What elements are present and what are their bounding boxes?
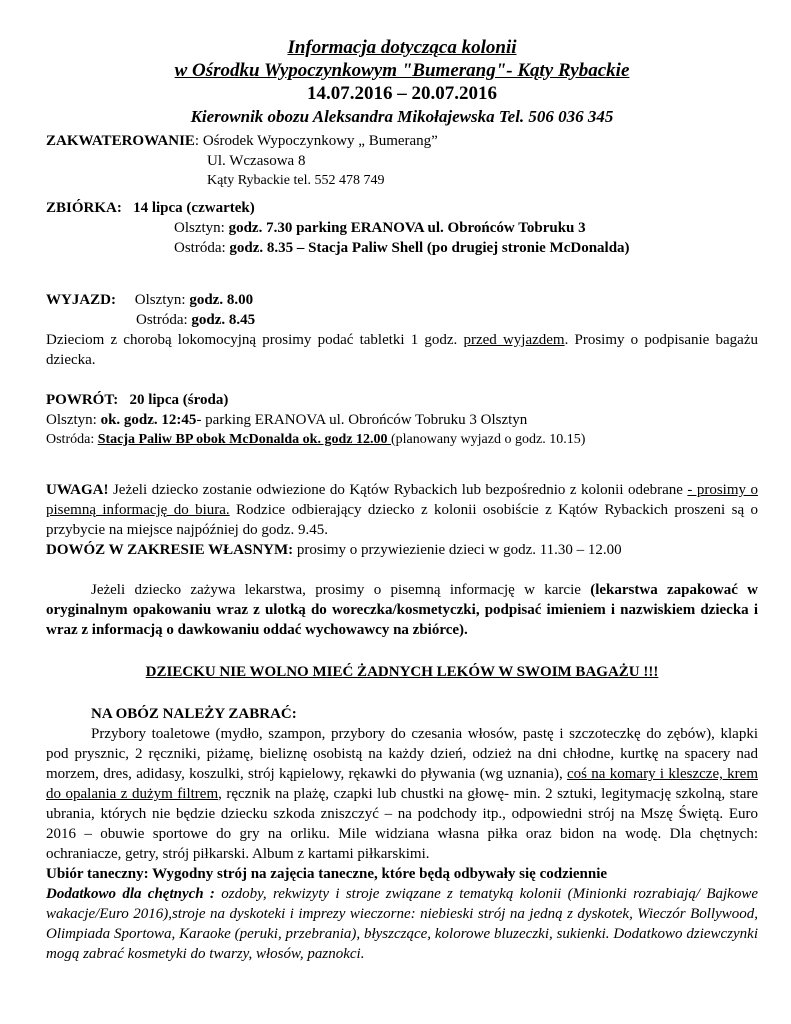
- document-title: Informacja dotycząca kolonii: [287, 37, 517, 58]
- departure-note: Dzieciom z chorobą lokomocyjną prosimy podać tabletki 1 godz. przed wyjazdem. Prosimy o podpisanie bagażu dziecka.: [46, 332, 758, 368]
- return-olsztyn: Olsztyn: ok. godz. 12:45- parking ERANOVA ul. Obrońców Tobruku 3 Olsztyn: [46, 412, 528, 428]
- medicine-paragraph: Jeżeli dziecko zażywa lekarstwa, prosimy o pisemną informację w karcie (lekarstwa zapakować w oryginalnym opakowaniu wraz z ulotką do woreczka/kosmetyczki, podpisać imieniem i nazwiskiem dziecka i wraz z informacją o dawkowaniu oddać wychowawcy na zbiórce).: [46, 582, 758, 638]
- medicine-ban: DZIECKU NIE WOLNO MIEĆ ŻADNYCH LEKÓW W SWOIM BAGAŻU !!!: [145, 664, 659, 680]
- document-subtitle: w Ośrodku Wypoczynkowym "Bumerang"- Kąty Rybackie: [174, 60, 630, 81]
- return-ostroda: Ostróda: Stacja Paliw BP obok McDonalda ok. godz 12.00 (planowany wyjazd o godz. 10.15): [46, 432, 586, 447]
- warning-label: UWAGA!: [46, 482, 109, 498]
- camp-leader: Kierownik obozu Aleksandra Mikołajewska Tel. 506 036 345: [190, 107, 614, 126]
- accommodation-city-phone: Kąty Rybackie tel. 552 478 749: [207, 173, 385, 188]
- gathering-label: ZBIÓRKA:: [46, 200, 122, 216]
- return-line: POWRÓT: 20 lipca (środa): [46, 392, 229, 408]
- accommodation-street: Ul. Wczasowa 8: [207, 153, 306, 169]
- packing-heading: NA OBÓZ NALEŻY ZABRAĆ:: [91, 706, 297, 722]
- document-page: [46, 36, 758, 964]
- accommodation-line: ZAKWATEROWANIE: Ośrodek Wypoczynkowy „ Bumerang”: [46, 133, 438, 149]
- departure-ostroda: Ostróda: godz. 8.45: [136, 312, 256, 328]
- extra-items: Dodatkowo dla chętnych : ozdoby, rekwizyty i stroje związane z tematyką kolonii (Minionki rozrabiają/ Bajkowe wakacje/Euro 2016),stroje na dyskoteki i imprezy wieczorne: niebieski strój na jedną z dyskotek, Wieczór Bollywood, Olimpiada Sportowa, Karaoke (peruki, przebrania), błyszczące, kolorowe bluzeczki, sukienki. Dodatkowo dziewczynki mogą zabrać kosmetyki do twarzy, włosów, paznokci.: [46, 886, 758, 962]
- gathering-ostroda: Ostróda: godz. 8.35 – Stacja Paliw Shell (po drugiej stronie McDonalda): [174, 240, 630, 256]
- gathering-line: ZBIÓRKA: 14 lipca (czwartek): [46, 200, 255, 216]
- camp-dates: 14.07.2016 – 20.07.2016: [307, 83, 497, 104]
- warning-paragraph: UWAGA! Jeżeli dziecko zostanie odwiezione do Kątów Rybackich lub bezpośrednio z kolonii odebrane - prosimy o pisemną informację do biura. Rodzice odbierający dziecko z kolonii osobiście z Kątów Rybackich proszeni są o przybycie na miejsce najpóźniej do godz. 9.45.: [46, 482, 758, 538]
- accommodation-label: ZAKWATEROWANIE: [46, 133, 195, 149]
- departure-label: WYJAZD:: [46, 292, 116, 308]
- packing-list: Przybory toaletowe (mydło, szampon, przybory do czesania włosów, pastę i szczoteczkę do zębów), klapki pod prysznic, 2 ręczniki, piżamę, bieliznę osobistą na każdy dzień, odzież na dni chłodne, kurtkę na spacery nad morzem, dres, adidasy, koszulki, strój kąpielowy, rękawki do pływania (wg uznania), coś na komary i kleszcze, krem do opalania z dużym filtrem, ręcznik na plażę, czapki lub chustki na głowę- min. 2 sztuki, legitymację szkolną, stare ubrania, których nie będzie dziecku szkoda zniszczyć – na podchody itp., odpowiedni strój na Mszę Świętą. Euro 2016 – obuwie sportowe do gry na orliku. Mile widziana własna piłka oraz bidon na wodę. Dla chętnych: ochraniacze, getry, strój piłkarski. Album z kartami piłkarskimi.: [46, 726, 758, 862]
- dance-outfit: Ubiór taneczny: Wygodny strój na zajęcia taneczne, które będą odbywały się codziennie: [46, 866, 608, 882]
- departure-line: WYJAZD: Olsztyn: godz. 8.00: [46, 292, 254, 308]
- gathering-olsztyn: Olsztyn: godz. 7.30 parking ERANOVA ul. Obrońców Tobruku 3: [174, 220, 586, 236]
- transport-line: DOWÓZ W ZAKRESIE WŁASNYM: prosimy o przywiezienie dzieci w godz. 11.30 – 12.00: [46, 542, 622, 558]
- return-label: POWRÓT:: [46, 392, 119, 408]
